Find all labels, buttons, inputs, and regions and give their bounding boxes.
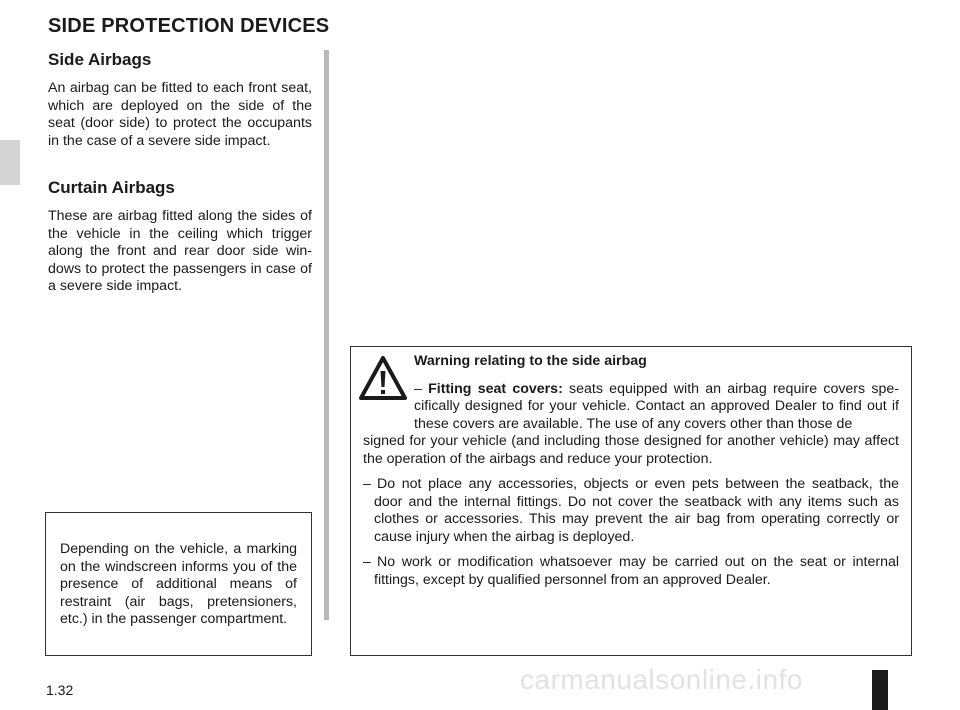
note-text: Depending on the vehicle, a marking on the windscreen informs you of the presence of additional means of restraint (air bags, pretensioners, etc.) in the passenger compartment. <box>60 541 297 627</box>
side-airbags-heading: Side Airbags <box>48 50 152 69</box>
left-column <box>48 50 312 296</box>
warning-triangle-icon <box>359 355 407 401</box>
warning-item-modification <box>363 554 899 589</box>
curtain-airbags-heading: Curtain Airbags <box>48 178 175 197</box>
warning-item-text: No work or modification whatsoever may be carried out on the seat or internal fittings, except by qualified personnel from an approved Dealer. <box>374 554 899 588</box>
chapter-tab <box>0 140 20 185</box>
warning-item-bold: Fitting seat covers: <box>428 380 563 397</box>
column-divider <box>324 50 329 620</box>
warning-item-dash: – <box>363 476 371 492</box>
curtain-airbags-text: These are airbag fitted along the sides of the vehicle in the ceiling which trigger along the front and rear door side windows to protect the passengers in case of a severe side impact. <box>48 208 312 294</box>
warning-box <box>350 346 912 656</box>
side-airbags-text: An airbag can be fitted to each front seat, which are deployed on the side of the seat (door side) to protect the occupants in the case of a severe side impact. <box>48 80 312 149</box>
warning-item-text-tail: signed for your vehicle (and including those designed for another vehicle) may affect the operation of the airbags and reduce your protection. <box>363 433 899 467</box>
warning-item-text: seats equipped with an airbag require covers specifically designed for your vehicle. Contact an approved Dealer to find out if these covers are available. The use of any covers other than those de <box>414 380 899 432</box>
warning-item-accessories <box>363 476 899 546</box>
page-corner-mark <box>872 670 888 710</box>
page-title: SIDE PROTECTION DEVICES <box>48 15 330 37</box>
warning-item-seat-covers <box>363 380 899 469</box>
warning-item-dash: – <box>363 554 371 570</box>
note-box <box>45 512 312 656</box>
warning-title: Warning relating to the side airbag <box>414 353 647 369</box>
page-number: 1.32 <box>46 682 74 698</box>
warning-item-dash: – <box>414 380 422 397</box>
warning-item-text: Do not place any accessories, objects or even pets between the seatback, the door and the internal fittings. Do not cover the seatback with any items such as clothes or accessories. This may prevent the air bag from operating correctly or cause injury when the airbag is deployed. <box>374 476 899 545</box>
watermark: carmanualsonline.info <box>520 664 803 695</box>
